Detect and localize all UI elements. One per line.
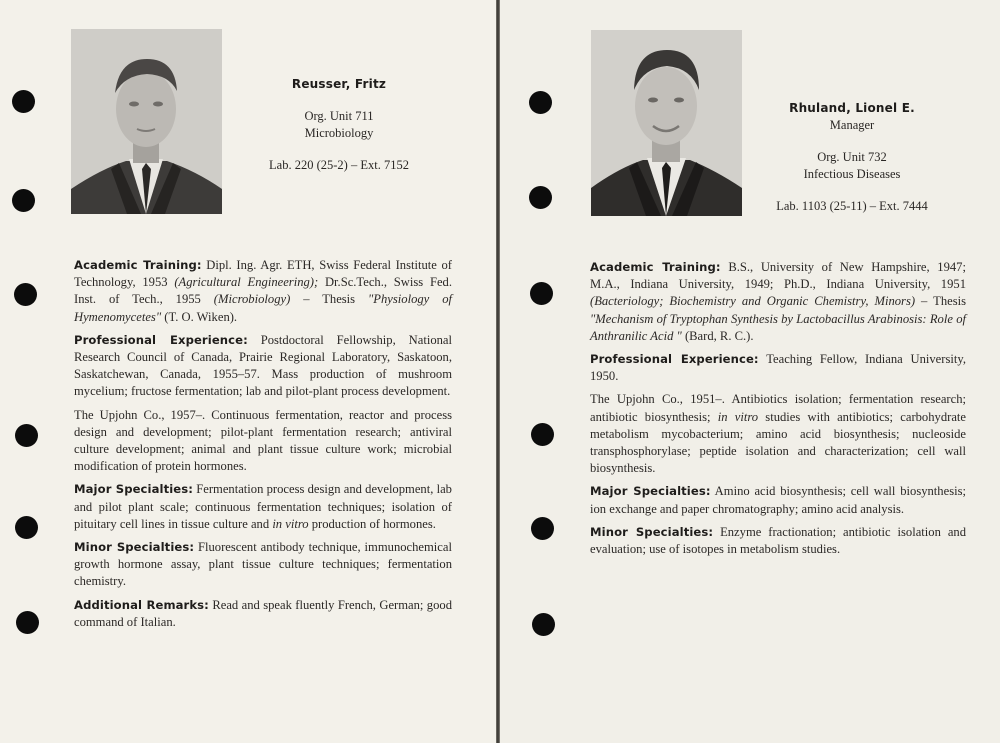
lab-extension: Lab. 1103 (25-11) – Ext. 7444: [776, 199, 928, 213]
binder-hole: [529, 186, 552, 209]
binder-hole: [14, 283, 37, 306]
right-header: [752, 100, 952, 215]
text: in vitro: [717, 409, 759, 424]
section-label: Minor Specialties:: [74, 540, 195, 555]
minor-specialties: [590, 524, 966, 558]
text: – Thesis: [290, 292, 369, 307]
professional-experience: [74, 332, 452, 401]
portrait-photo: [71, 29, 222, 214]
text: Read and speak fluently French, German; good command of Italian.: [74, 597, 452, 629]
text: – Thesis: [915, 294, 967, 309]
text: "Mechanism of Tryptophan Synthesis by Lactobacillus Arabinosis: Role of Anthranilic Acid ": [590, 311, 966, 343]
section-label: Minor Specialties:: [590, 524, 714, 539]
binder-hole: [531, 423, 554, 446]
text: The Upjohn Co., 1951–. Antibiotics isolation; fermentation research; antibiotic biosynthesis;: [590, 392, 966, 424]
text: (Microbiology): [213, 292, 291, 307]
major-specialties: [74, 481, 452, 533]
professional-experience: [590, 351, 966, 385]
text: studies with antibiotics; carbohydrate metabolism mycobacterium; amino acid biosynthesis; nucleoside transphosphorylase; peptide isolation and characterization; cell wall biosynthesis.: [590, 409, 966, 476]
academic-training: [590, 259, 966, 345]
binder-hole: [16, 611, 39, 634]
text: Amino acid biosynthesis; cell wall biosynthesis; ion exchange and paper chromatography; amino acid analysis.: [590, 484, 966, 516]
text: B.S., University of New Hampshire, 1947; M.A., Indiana University, 1949; Ph.D., Indiana University, 1951: [590, 260, 966, 292]
minor-specialties: [74, 539, 452, 591]
text: in vitro: [272, 516, 309, 531]
text: (Agricultural Engineering);: [174, 275, 319, 290]
text: "Physiology of Hymenomycetes": [74, 292, 452, 324]
department: Infectious Diseases: [803, 167, 901, 181]
binder-hole: [531, 517, 554, 540]
page-gutter: [496, 0, 500, 743]
major-specialties: [590, 483, 966, 517]
org-unit: Org. Unit 732: [817, 150, 887, 164]
text: production of hormones.: [308, 516, 436, 531]
text: Fermentation process design and development, lab and pilot plant scale; continuous fermentation techniques; isolation of pituitary cell lines in tissue culture and: [74, 482, 452, 531]
section-label: Additional Remarks:: [74, 597, 209, 612]
binder-hole: [12, 90, 35, 113]
text: Dr.Sc.Tech., Swiss Fed. Inst. of Tech., 1955: [74, 275, 452, 307]
portrait-photo: [591, 30, 742, 216]
section-label: Professional Experience:: [74, 332, 248, 347]
section-label: Major Specialties:: [590, 484, 711, 499]
job-title: Manager: [829, 118, 875, 132]
academic-training: [74, 257, 452, 326]
section-label: Academic Training:: [74, 258, 202, 272]
right-bio: [590, 259, 966, 564]
department: Microbiology: [304, 126, 374, 140]
text: (Bard, R. C.).: [681, 328, 754, 343]
binder-hole: [529, 91, 552, 114]
text: Fluorescent antibody technique, immunochemical growth hormone assay, plant tissue culture techniques; fermentation chemistry.: [74, 540, 452, 589]
binder-hole: [12, 189, 35, 212]
lab-extension: Lab. 220 (25-2) – Ext. 7152: [269, 158, 409, 172]
binder-hole: [15, 516, 38, 539]
person-name: Reusser, Fritz: [291, 77, 387, 91]
text: Enzyme fractionation; antibiotic isolation and evaluation; use of isotopes in metabolism studies.: [590, 524, 967, 557]
binder-hole: [530, 282, 553, 305]
left-header: [240, 76, 438, 174]
section-label: Professional Experience:: [590, 352, 759, 367]
upjohn-experience: [590, 391, 966, 477]
section-label: Major Specialties:: [74, 482, 194, 497]
text: Dipl. Ing. Agr. ETH, Swiss Federal Institute of Technology, 1953: [74, 258, 452, 290]
text: Teaching Fellow, Indiana University, 1950.: [590, 352, 966, 384]
left-bio: [74, 257, 452, 637]
binder-hole: [532, 613, 555, 636]
upjohn-experience: The Upjohn Co., 1957–. Continuous fermentation, reactor and process design and development; pilot-plant fermentation research; antiviral culture development; animal and plant tissue culture work; microbial modification of protein hormones.: [74, 407, 452, 474]
person-name: Rhuland, Lionel E.: [789, 101, 915, 115]
binder-hole: [15, 424, 38, 447]
org-unit: Org. Unit 711: [304, 109, 374, 123]
additional-remarks: [74, 597, 452, 631]
text: (T. O. Wiken).: [161, 309, 238, 324]
text: Postdoctoral Fellowship, National Research Council of Canada, Prairie Regional Laboratory, Saskatoon, Saskatchewan, Canada, 1955–57. Mass production of mushroom mycelium; fructose fermentation; lab and pilot-plant process development.: [74, 332, 452, 399]
section-label: Academic Training:: [590, 260, 721, 274]
text: (Bacteriology; Biochemistry and Organic Chemistry, Minors): [590, 294, 916, 309]
